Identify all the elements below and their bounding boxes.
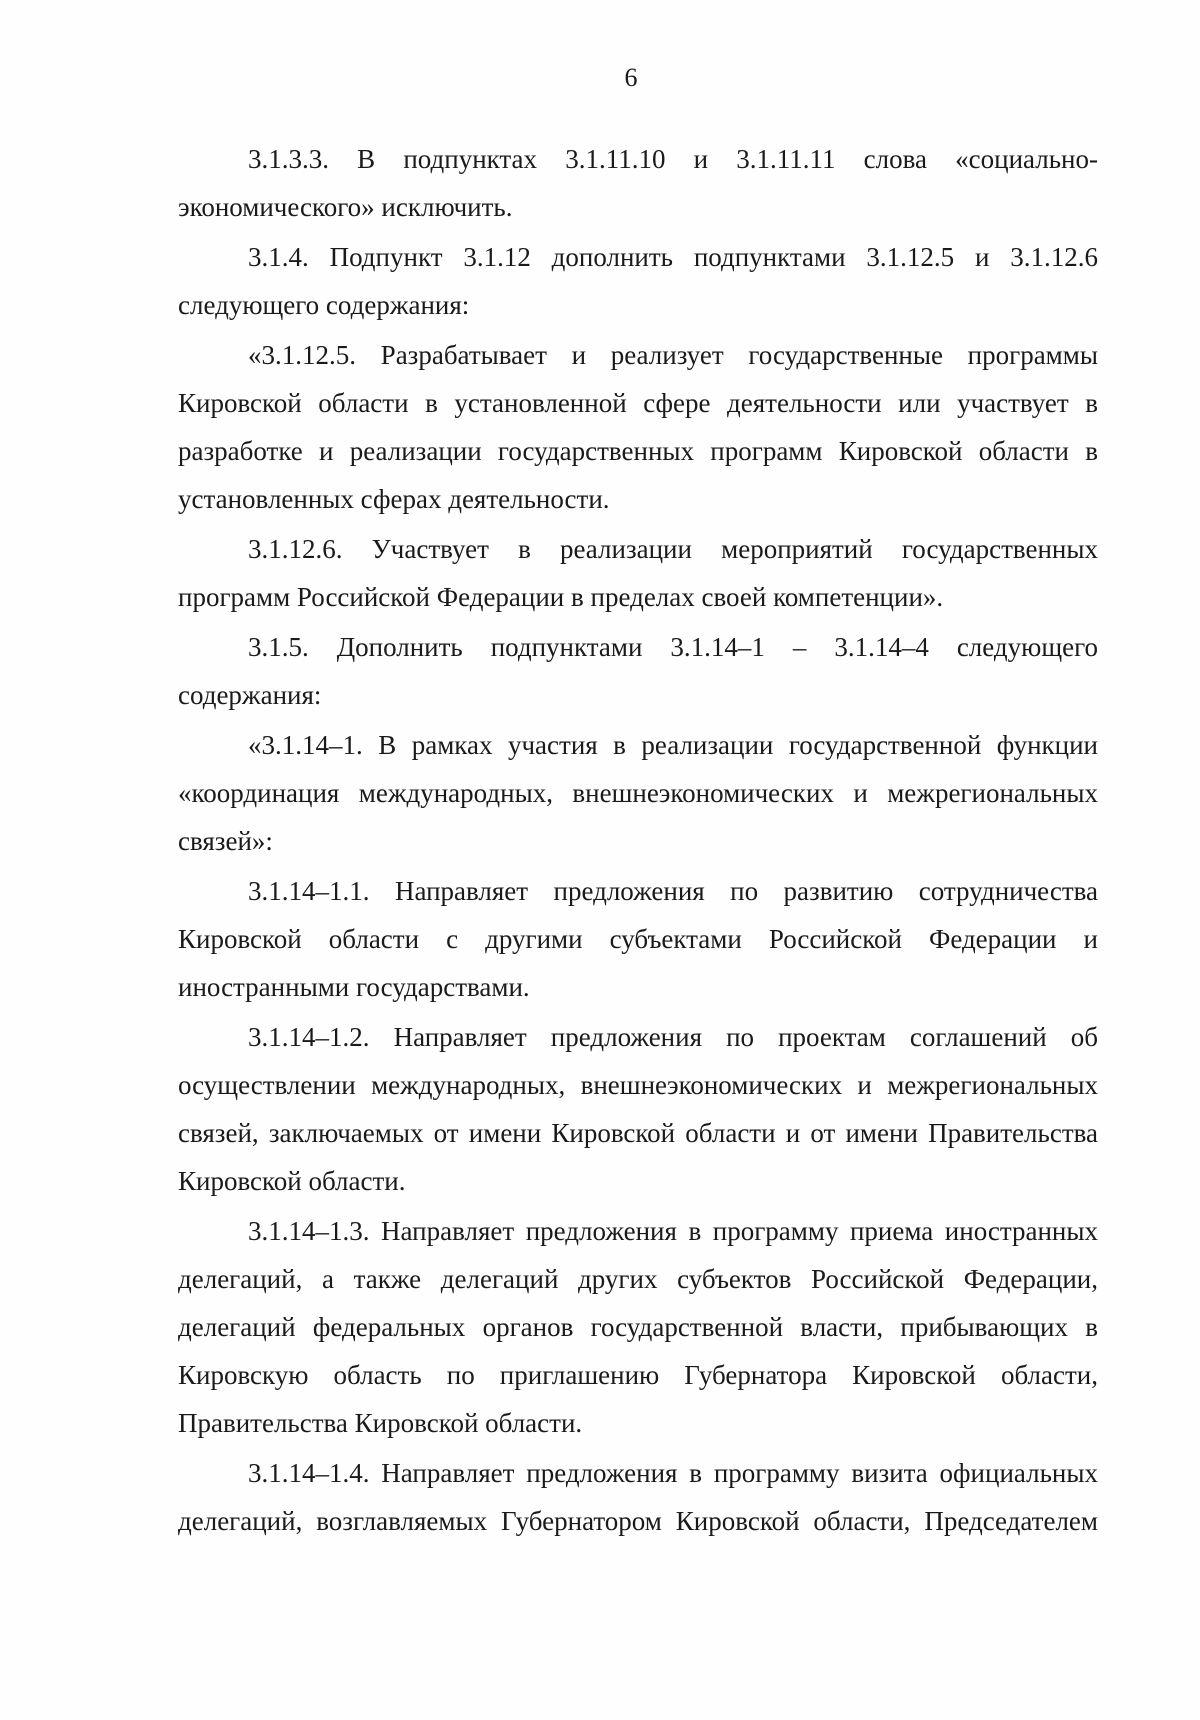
paragraph-3-1-12-6: 3.1.12.6. Участвует в реализации мероприятий государственных программ Российской Федерации в пределах своей компетенции». — [178, 534, 1098, 612]
paragraph-3-1-14-1-4: 3.1.14–1.4. Направляет предложения в программу визита официальных делегаций, возглавляемых Губернатором Кировской области, Председателем — [178, 1458, 1098, 1536]
paragraph-3-1-4: 3.1.4. Подпункт 3.1.12 дополнить подпунктами 3.1.12.5 и 3.1.12.6 следующего содержания: — [178, 242, 1098, 320]
paragraph-3-1-3-3: 3.1.3.3. В подпунктах 3.1.11.10 и 3.1.11.11 слова «социально-экономического» исключить. — [178, 144, 1098, 222]
page-number: 6 — [624, 63, 638, 92]
paragraph-3-1-14-1-1: 3.1.14–1.1. Направляет предложения по развитию сотрудничества Кировской области с другими субъектами Российской Федерации и иностранными государствами. — [178, 876, 1098, 1002]
paragraph-3-1-14-1: «3.1.14–1. В рамках участия в реализации государственной функции «координация международных, внешнеэкономических и межрегиональных связей»: — [178, 730, 1098, 856]
paragraph-3-1-14-1-3: 3.1.14–1.3. Направляет предложения в программу приема иностранных делегаций, а также делегаций других субъектов Российской Федерации, делегаций федеральных органов государственной власти, прибывающих в Кировскую область по приглашению Губернатора Кировской области, Правительства Кировской области. — [178, 1216, 1098, 1438]
paragraph-3-1-5: 3.1.5. Дополнить подпунктами 3.1.14–1 – 3.1.14–4 следующего содержания: — [178, 632, 1098, 710]
document-body — [178, 135, 1098, 1547]
paragraph-3-1-14-1-2: 3.1.14–1.2. Направляет предложения по проектам соглашений об осуществлении международных, внешнеэкономических и межрегиональных связей, заключаемых от имени Кировской области и от имени Правительства Кировской области. — [178, 1022, 1098, 1196]
paragraph-3-1-12-5: «3.1.12.5. Разрабатывает и реализует государственные программы Кировской области в установленной сфере деятельности или участвует в разработке и реализации государственных программ Кировской области в установленных сферах деятельности. — [178, 340, 1098, 514]
